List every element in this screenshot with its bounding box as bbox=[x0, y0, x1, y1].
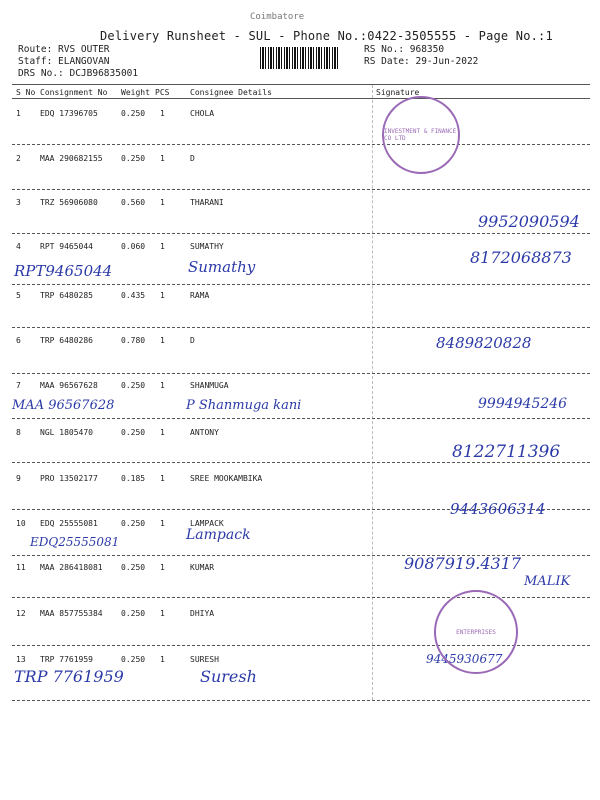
row-9-pcs: 1 bbox=[160, 474, 165, 483]
row-2-consignee: D bbox=[190, 154, 195, 163]
row-10-consignment: EDQ 25555081 bbox=[40, 519, 98, 528]
row-3-consignee: THARANI bbox=[190, 198, 224, 207]
row-5-consignee: RAMA bbox=[190, 291, 210, 300]
row-8-weight: 0.250 bbox=[121, 428, 146, 437]
row-12-pcs: 1 bbox=[160, 609, 165, 618]
stamp-2-text: ENTERPRISES bbox=[456, 628, 496, 636]
row-8-sno: 8 bbox=[16, 428, 21, 437]
row-divider bbox=[12, 418, 590, 419]
row-6-pcs: 1 bbox=[160, 336, 165, 345]
signature-r10-phone: 9087919.4317 bbox=[404, 554, 522, 573]
rs-date: RS Date: 29-Jun-2022 bbox=[364, 56, 479, 67]
col-signature: Signature bbox=[376, 88, 420, 97]
row-9-sno: 9 bbox=[16, 474, 21, 483]
row-13-consignment: TRP 7761959 bbox=[40, 655, 93, 664]
row-13-pcs: 1 bbox=[160, 655, 165, 664]
row-10-pcs: 1 bbox=[160, 519, 165, 528]
row-6-consignment: TRP 6480286 bbox=[40, 336, 93, 345]
table-top-rule bbox=[12, 84, 590, 85]
row-12-sno: 12 bbox=[16, 609, 26, 618]
row-2-pcs: 1 bbox=[160, 154, 165, 163]
row-11-pcs: 1 bbox=[160, 563, 165, 572]
col-consignment: Consignment No bbox=[40, 88, 108, 97]
row-divider bbox=[12, 327, 590, 328]
row-8-pcs: 1 bbox=[160, 428, 165, 437]
document-title: Delivery Runsheet - SUL - Phone No.:0422-3505555 - Page No.:1 bbox=[100, 29, 553, 43]
row-13-sno: 13 bbox=[16, 655, 26, 664]
col-pcs: PCS bbox=[155, 88, 170, 97]
row-1-pcs: 1 bbox=[160, 109, 165, 118]
handwritten-r4-name: Sumathy bbox=[188, 258, 256, 276]
row-6-weight: 0.780 bbox=[121, 336, 146, 345]
row-4-sno: 4 bbox=[16, 242, 21, 251]
col-consignee: Consignee Details bbox=[190, 88, 272, 97]
row-6-consignee: D bbox=[190, 336, 195, 345]
row-divider bbox=[12, 373, 590, 374]
signature-r13-phone: 9445930677 bbox=[426, 652, 503, 666]
signature-r7-phone: 9994945246 bbox=[478, 396, 568, 412]
row-7-sno: 7 bbox=[16, 381, 21, 390]
row-7-pcs: 1 bbox=[160, 381, 165, 390]
handwritten-r13-number: TRP 7761959 bbox=[14, 667, 124, 686]
row-3-sno: 3 bbox=[16, 198, 21, 207]
drs-label: DRS No.: DCJB96835001 bbox=[18, 68, 139, 79]
row-divider bbox=[12, 462, 590, 463]
row-5-consignment: TRP 6480285 bbox=[40, 291, 93, 300]
rs-number: RS No.: 968350 bbox=[364, 44, 445, 55]
row-11-consignment: MAA 286418081 bbox=[40, 563, 103, 572]
row-7-consignee: SHANMUGA bbox=[190, 381, 229, 390]
col-sno: S No bbox=[16, 88, 36, 97]
row-3-consignment: TRZ 56906080 bbox=[40, 198, 98, 207]
row-3-pcs: 1 bbox=[160, 198, 165, 207]
row-2-weight: 0.250 bbox=[121, 154, 146, 163]
table-header-rule bbox=[12, 98, 590, 99]
row-5-weight: 0.435 bbox=[121, 291, 146, 300]
row-divider bbox=[12, 144, 590, 145]
company-name: Coimbatore bbox=[250, 12, 305, 22]
handwritten-r7-number: MAA 96567628 bbox=[12, 398, 115, 413]
row-11-consignee: KUMAR bbox=[190, 563, 215, 572]
row-12-consignment: MAA 857755384 bbox=[40, 609, 103, 618]
stamp-1-text: INVESTMENT & FINANCE CO LTD bbox=[384, 128, 457, 142]
row-9-consignment: PRO 13502177 bbox=[40, 474, 98, 483]
row-divider bbox=[12, 597, 590, 598]
row-1-sno: 1 bbox=[16, 109, 21, 118]
row-10-sno: 10 bbox=[16, 519, 26, 528]
row-5-pcs: 1 bbox=[160, 291, 165, 300]
row-8-consignee: ANTONY bbox=[190, 428, 219, 437]
row-4-weight: 0.060 bbox=[121, 242, 146, 251]
signature-r8-phone: 8122711396 bbox=[452, 442, 561, 462]
row-9-consignee: SREE MOOKAMBIKA bbox=[190, 474, 263, 483]
signature-r4-phone: 8172068873 bbox=[470, 248, 572, 267]
signature-r3-phone: 9952090594 bbox=[478, 212, 580, 231]
row-4-pcs: 1 bbox=[160, 242, 165, 251]
row-10-weight: 0.250 bbox=[121, 519, 146, 528]
row-4-consignment: RPT 9465044 bbox=[40, 242, 93, 251]
company-stamp-2 bbox=[434, 590, 518, 674]
row-6-sno: 6 bbox=[16, 336, 21, 345]
handwritten-r7-name: P Shanmuga kani bbox=[186, 398, 302, 413]
row-1-weight: 0.250 bbox=[121, 109, 146, 118]
row-10-consignee: LAMPACK bbox=[190, 519, 224, 528]
row-1-consignment: EDQ 17396705 bbox=[40, 109, 98, 118]
signature-divider bbox=[372, 85, 373, 700]
col-weight: Weight bbox=[121, 88, 150, 97]
signature-r9-phone: 9443606314 bbox=[450, 500, 546, 518]
row-12-consignee: DHIYA bbox=[190, 609, 215, 618]
handwritten-r10-number: EDQ25555081 bbox=[30, 535, 120, 549]
row-13-weight: 0.250 bbox=[121, 655, 146, 664]
row-12-weight: 0.250 bbox=[121, 609, 146, 618]
row-2-sno: 2 bbox=[16, 154, 21, 163]
row-5-sno: 5 bbox=[16, 291, 21, 300]
row-7-consignment: MAA 96567628 bbox=[40, 381, 98, 390]
row-divider bbox=[12, 284, 590, 285]
row-3-weight: 0.560 bbox=[121, 198, 146, 207]
row-9-weight: 0.185 bbox=[121, 474, 146, 483]
row-divider bbox=[12, 700, 590, 701]
handwritten-r13-name: Suresh bbox=[200, 667, 257, 686]
row-8-consignment: NGL 1805470 bbox=[40, 428, 93, 437]
handwritten-r4-number: RPT9465044 bbox=[14, 262, 113, 280]
barcode bbox=[260, 47, 340, 69]
handwritten-r10-name: Lampack bbox=[186, 527, 251, 543]
row-4-consignee: SUMATHY bbox=[190, 242, 224, 251]
row-11-weight: 0.250 bbox=[121, 563, 146, 572]
row-2-consignment: MAA 290682155 bbox=[40, 154, 103, 163]
staff-label: Staff: ELANGOVAN bbox=[18, 56, 110, 67]
row-1-consignee: CHOLA bbox=[190, 109, 215, 118]
route-label: Route: RVS OUTER bbox=[18, 44, 110, 55]
signature-r6-phone: 8489820828 bbox=[436, 334, 532, 352]
row-7-weight: 0.250 bbox=[121, 381, 146, 390]
row-divider bbox=[12, 233, 590, 234]
row-divider bbox=[12, 189, 590, 190]
company-stamp-1 bbox=[382, 96, 460, 174]
row-13-consignee: SURESH bbox=[190, 655, 219, 664]
row-11-sno: 11 bbox=[16, 563, 26, 572]
signature-r11-name: MALIK bbox=[524, 574, 571, 589]
